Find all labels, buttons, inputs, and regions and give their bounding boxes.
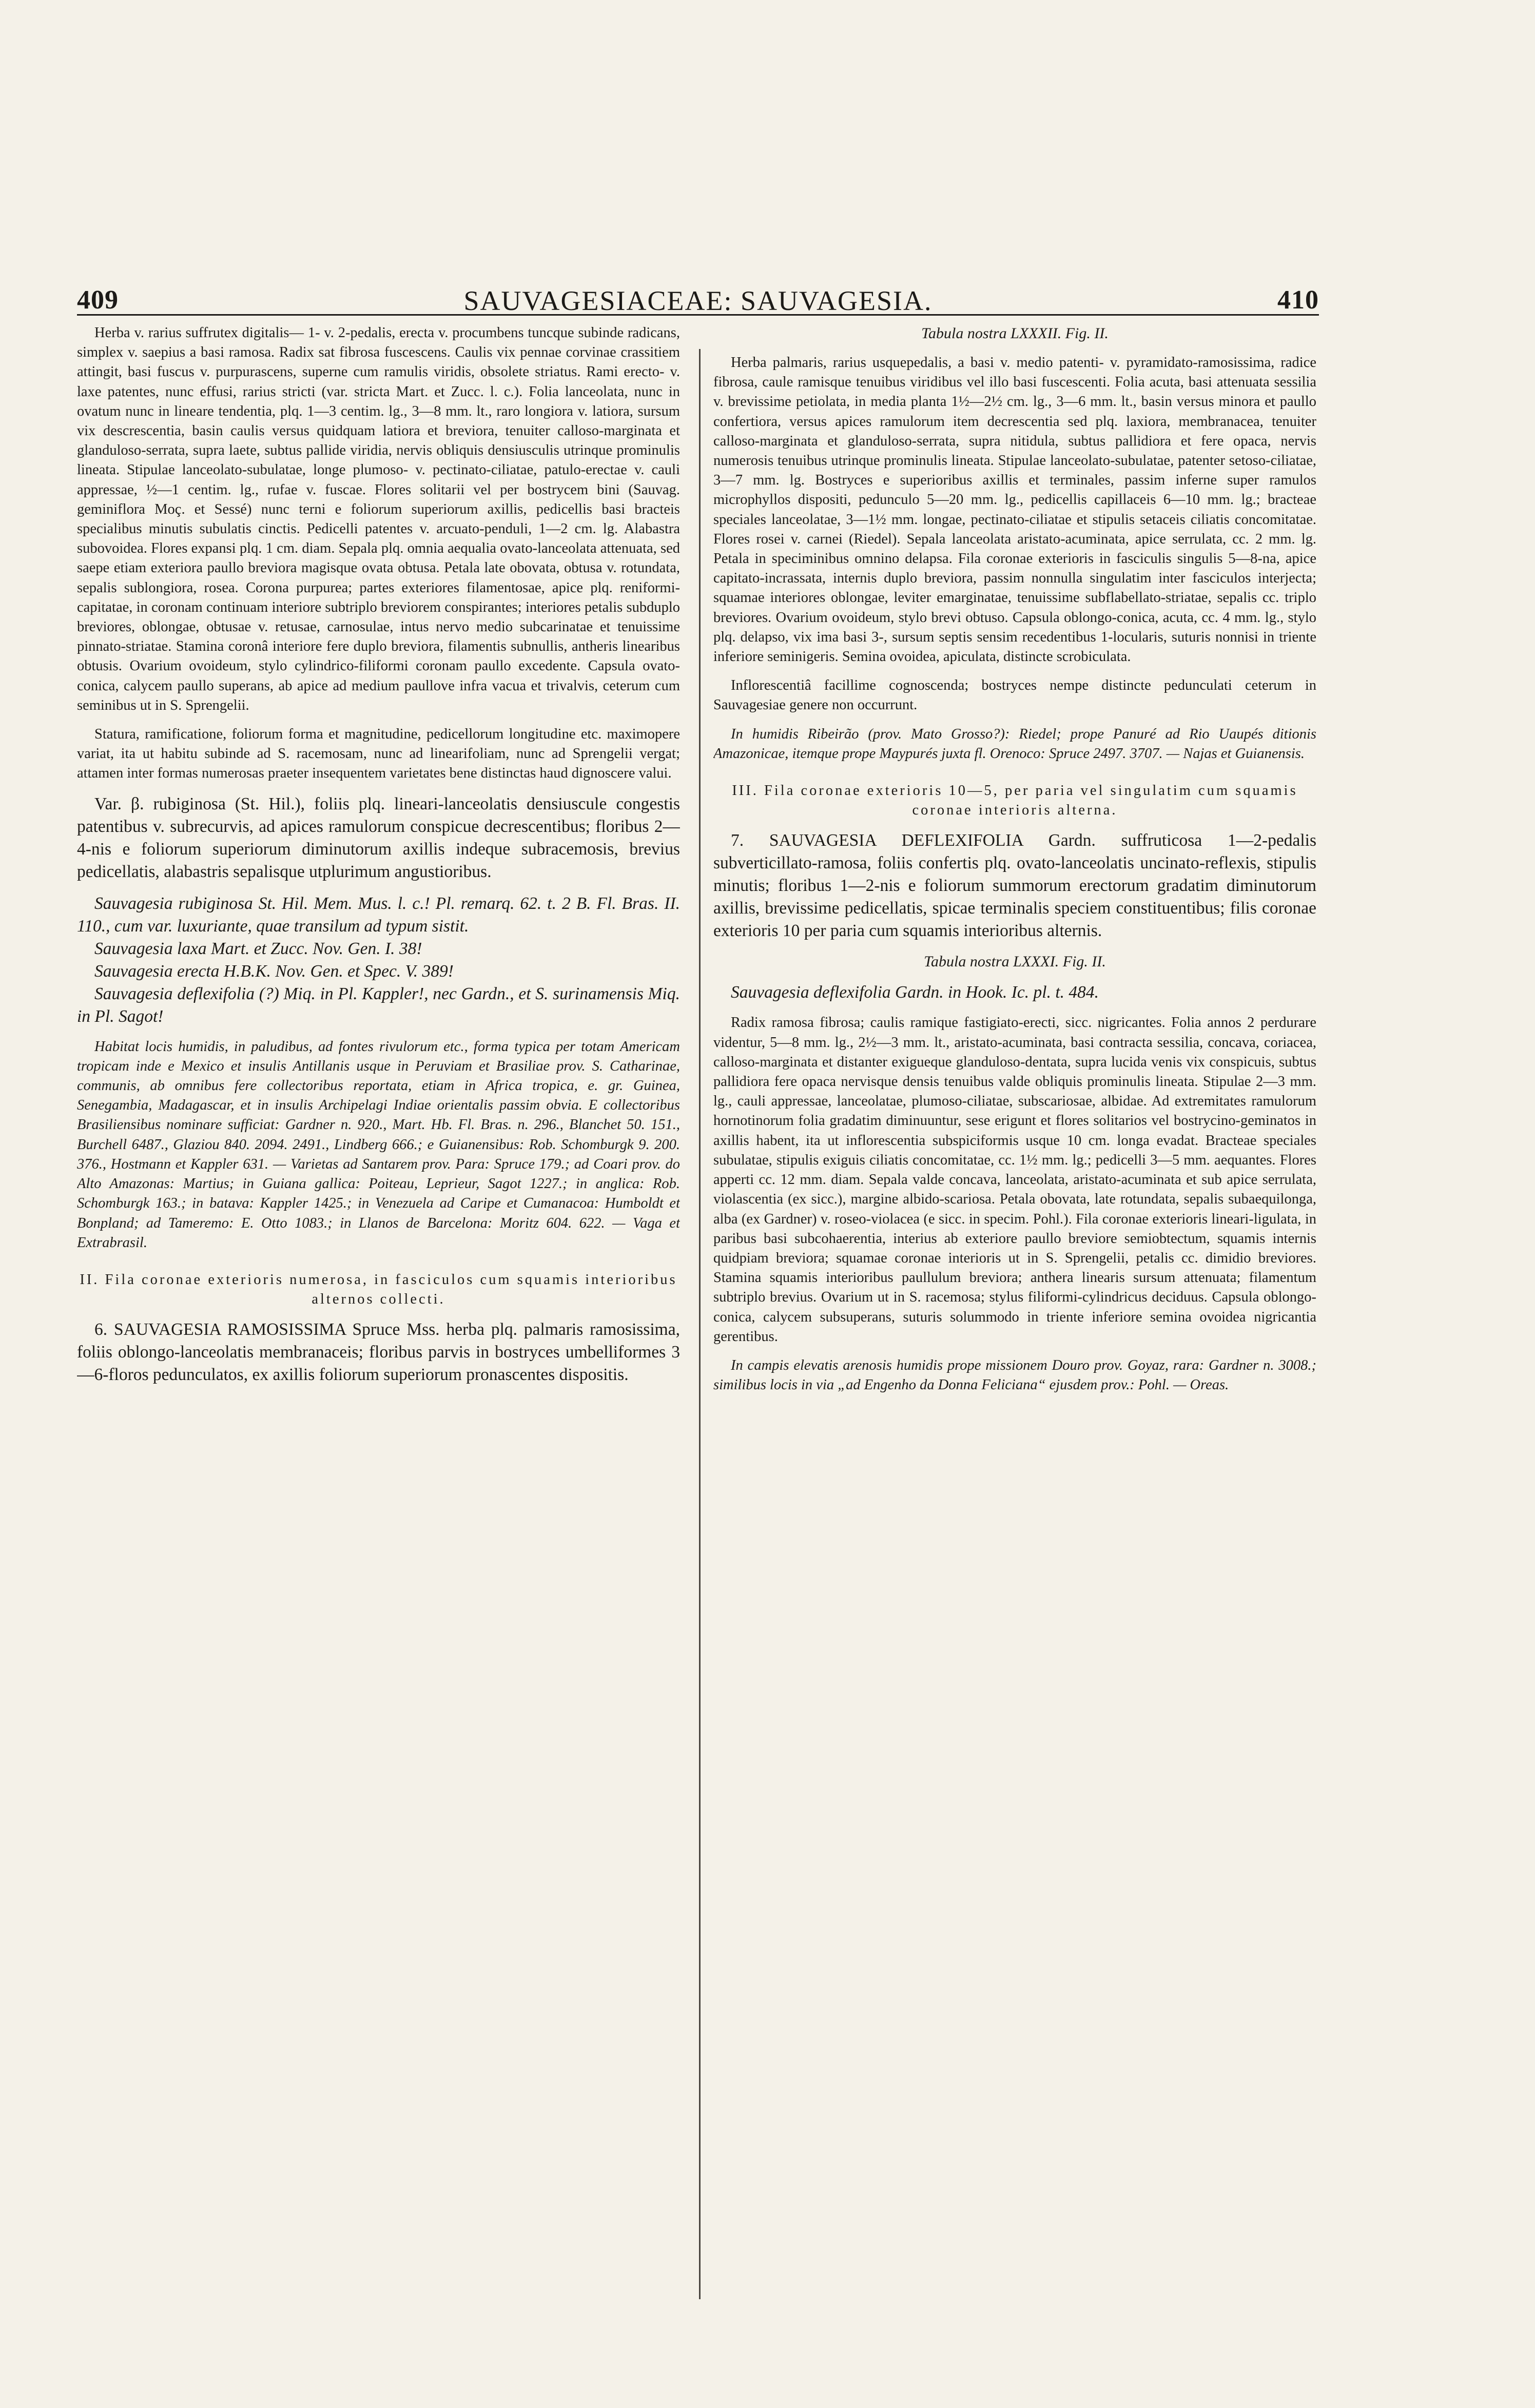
locality-paragraph: In campis elevatis arenosis humidis prope missionem Douro prov. Goyaz, rara: Gardner n. 3008.; similibus locis in via „ad Engenho da Donna Feliciana“ ejusdem prov.: Pohl. — Oreas.	[713, 1357, 1316, 1393]
running-title: SAUVAGESIACEAE: SAUVAGESIA.	[463, 285, 932, 316]
header-rule	[77, 314, 1319, 316]
left-column	[77, 323, 680, 2351]
description-paragraph: Herba v. rarius suffrutex digitalis— 1- v. 2-pedalis, erecta v. procumbens tuncque subinde radicans, simplex v. saepius a basi ramosa. Radix sat fibrosa fuscescens. Caulis vix pennae corvinae crassitiem attingit, basi fuscus v. purpurascens, superne cum ramulis viridis, obsolete striatus. Rami erecto- v. laxe patentes, nunc effusi, rarius stricti (var. stricta Mart. et Zucc. l. c.). Folia lanceolata, nunc in ovatum nunc in lineare tendentia, plq. 1—3 centim. lg., 3—8 mm. lt., raro longiora v. latiora, sursum vix descrescentia, basin caulis versus quidquam latiora et breviora, tenuiter calloso-marginata et glanduloso-serrata, supra laete, subtus pallide viridia, nervis obliquis densiusculis utrinque prominulis lineata. Stipulae lanceolato-subulatae, longe plumoso- v. pectinato-ciliatae, patulo-erectae v. cauli appressae, ½—1 centim. lg., rufae v. fuscae. Flores solitarii vel per bostrycem bini (Sauvag. geminiflora Moç. et Sessé) nunc terni e foliorum superiorum axillis, pedicellis basi bracteis specialibus minutis subulatis cinctis. Pedicelli patentes v. arcuato-penduli, 1—2 cm. lg. Alabastra subovoidea. Flores expansi plq. 1 cm. diam. Sepala plq. omnia aequalia ovato-lanceolata attenuata, sed saepe etiam exteriora paullo breviora magisque ovata obtusa. Petala late obovata, obtusa v. rotundata, sepalis sublongiora, rosea. Corona purpurea; partes exteriores filamentosae, apice plq. reniformi-capitatae, in coronam continuam interiore subtriplo breviorem conspirantes; interiores petalis subduplo breviores, oblongae, obtusae v. retusae, carnosulae, intus nervo medio subcarinatae et tenuissime pinnato-striatae. Stamina coronâ interiore fere duplo breviora, filamentis subnullis, antheris linearibus obtusis. Ovarium ovoideum, stylo cylindrico-filiformi coronam paullo excedente. Capsula ovato-conica, calycem paullo superans, ab apice ad medium paullove infra vacua et trivalvis, ceterum cum seminibus ut in S. Sprengelii.	[77, 325, 680, 713]
note-paragraph: Inflorescentiâ facillime cognoscenda; bostryces nempe distincte pedunculati ceterum in Sauvagesiae genere non occurrunt.	[713, 677, 1316, 713]
locality-paragraph: In humidis Ribeirão (prov. Mato Grosso?): Riedel; prope Panuré ad Rio Uaupés ditionis Amazonicae, itemque prope Maypurés juxta fl. Orenoco: Spruce 2497. 3707. — Najas et Guianensis.	[713, 726, 1316, 762]
column-divider	[699, 349, 701, 2299]
species-diagnosis: 6. SAUVAGESIA RAMOSISSIMA Spruce Mss. herba plq. palmaris ramosissima, foliis oblongo-lanceolatis membranaceis; floribus parvis in bostryces umbelliformes 3—6-floros pedunculatos, ex axillis foliorum superiorum pronascentes dispositis.	[77, 1320, 680, 1385]
variety-paragraph: Var. β. rubiginosa (St. Hil.), foliis plq. lineari-lanceolatis densiuscule congestis patentibus v. subrecurvis, ad apices ramulorum conspicue decrescentibus; floribus 2—4-nis e foliorum superiorum diminutorum axillis indeque subracemosis, brevius pedicellatis, alabastris sepalisque utplurimum angustioribus.	[77, 794, 680, 881]
synonym-line: Sauvagesia rubiginosa St. Hil. Mem. Mus. l. c.! Pl. remarq. 62. t. 2 B. Fl. Bras. II. 110., cum var. luxuriante, quae transilum ad typum sistit.	[77, 894, 680, 936]
section-heading: II. Fila coronae exterioris numerosa, in fasciculos cum squamis interioribus alternos collecti.	[80, 1271, 677, 1308]
page-number-left: 409	[77, 285, 119, 315]
habitat-paragraph: Habitat locis humidis, in paludibus, ad fontes rivulorum etc., forma typica per totam Americam tropicam inde e Mexico et insulis Antillanis usque in Peruviam et Brasiliae prov. S. Catharinae, communis, ab omnibus fere collectoribus reportata, etiam in Africa tropica, e. gr. Guinea, Senegambia, Madagascar, et in insulis Archipelagi Indiae orientalis passim obvia. E collectoribus Brasiliensibus nominare sufficiat: Gardner n. 920., Mart. Hb. Fl. Bras. n. 296., Blanchet 50. 151., Burchell 6487., Glaziou 840. 2094. 2491., Lindberg 666.; e Guianensibus: Rob. Schomburgk 9. 200. 376., Hostmann et Kappler 631. — Varietas ad Santarem prov. Para: Spruce 179.; ad Coari prov. do Alto Amazonas: Martius; in Guiana gallica: Poiteau, Leprieur, Sagot 1227.; in anglica: Rob. Schomburgk 163.; in batava: Kappler 1425.; in Venezuela ad Caripe et Cumanacoa: Humboldt et Bonpland; ad Tameremo: E. Otto 1083.; in Llanos de Barcelona: Moritz 604. 622. — Vaga et Extrabrasil.	[77, 1038, 680, 1251]
right-column	[713, 323, 1316, 2351]
page-header	[77, 285, 1319, 326]
synonym-line: Sauvagesia laxa Mart. et Zucc. Nov. Gen. I. 38!	[94, 939, 422, 958]
synonym-line: Sauvagesia deflexifolia Gardn. in Hook. Ic. pl. t. 484.	[731, 983, 1099, 1002]
page-number-right: 410	[1277, 285, 1319, 315]
section-heading: III. Fila coronae exterioris 10—5, per paria vel singulatim cum squamis coronae interioris alterna.	[732, 783, 1298, 819]
plate-reference: Tabula nostra LXXXI. Fig. II.	[924, 953, 1106, 970]
description-paragraph: Radix ramosa fibrosa; caulis ramique fastigiato-erecti, sicc. nigricantes. Folia annos 2 perdurare videntur, 5—8 mm. lg., 2½—3 mm. lt., aristato-acuminata, basi contracta sessilia, concava, coriacea, calloso-marginata et distanter exigueque glanduloso-dentata, supra lucida venis vix conspicuis, subtus pallidiora fere opaca nervisque densis tenuibus valde obliquis prominulis lineata. Stipulae 2—3 mm. lg., cauli appressae, lanceolatae, plumoso-ciliatae, subscariosae, albidae. Ad extremitates ramulorum hornotinorum folia gradatim diminuuntur, sese erigunt et flores solitarios vel bostrycino-geminatos in axillis habent, ita ut inflorescentia subspiciformis usque 10 cm. longa evadat. Bracteae speciales subulatae, stipulis exiguis ciliatis concomitatae, cc. 1½ mm. lg.; pedicelli 3—5 mm. aequantes. Flores apperti cc. 12 mm. diam. Sepala valde concava, lanceolata, aristato-acuminata et sub apice serrulata, violascentia (ex sicc.), margine albido-scariosa. Petala obovata, late rotundata, sepalis subaequilonga, alba (ex Gardner) v. roseo-violacea (e sicc. in specim. Pohl.). Fila coronae exterioris lineari-ligulata, in paribus basi subcohaerentia, interius ab exteriore paullo breviore semiobtectum, squamis internis quidpiam breviora; squamae coronae interioris ut in S. Sprengelii, petalis cc. dimidio breviores. Stamina squamis interioribus paullulum breviora; anthera linearis sursum attenuata; filamentum subtriplo brevius. Ovarium ut in S. racemosa; stylus filiformi-cylindricus deciduus. Capsula oblongo-conica, calycem subsuperans, suturis solummodo in triente inferiore semina ovoidea nigricantia gerentibus.	[713, 1015, 1316, 1345]
variability-paragraph: Statura, ramificatione, foliorum forma et magnitudine, pedicellorum longitudine etc. maximopere variat, ita ut habitu subinde ad S. racemosam, nunc ad linearifoliam, nunc ad Sprengelii vergat; attamen inter formas numerosas praeter insequentem varietates bene distinctas haud dignoscere valui.	[77, 726, 680, 782]
description-paragraph: Herba palmaris, rarius usquepedalis, a basi v. medio patenti- v. pyramidato-ramosissima, radice fibrosa, caule ramisque tenuibus viridibus vel illo basi fuscescenti. Folia acuta, basi attenuata sessilia v. brevissime petiolata, in media planta 1½—2½ cm. lg., 3—6 mm. lt., basin versus minora et paullo confertiora, versus apices ramulorum item decrescentia sed plq. laxiora, membranacea, tenuiter calloso-marginata et glanduloso-serrata, supra nitidula, subtus pallidiora et fere opaca, nervis numerosis tenuibus utrinque prominulis lineata. Stipulae lanceolato-subulatae, patenter setoso-ciliatae, 3—7 mm. lg. Bostryces e superioribus axillis et terminales, passim inferne super ramulos microphyllos dispositi, pedunculo 5—20 mm. lg., pedicellis capillaceis 6—10 mm. lg.; bracteae speciales lanceolatae, 3—1½ mm. longae, pectinato-ciliatae et stipulis setaceis ciliatis concomitatae. Flores rosei v. carnei (Riedel). Sepala lanceolata aristato-acuminata, apice serrulata, cc. 2 mm. lg. Petala in speciminibus omnino delapsa. Fila coronae exterioris in fasciculis singulis 5—8-na, apice capitato-incrassata, internis duplo breviora, passim nonnulla singulatim inter fasciculos interjecta; squamae interiores oblongae, leviter emarginatae, tenuissime subflabellato-striatae, sepalis cc. triplo breviores. Ovarium ovoideum, stylo brevi obtuso. Capsula oblongo-conica, acuta, cc. 4 mm. lg., stylo plq. delapso, vix ima basi 3-, sursum septis sensim recedentibus 1-locularis, suturis nonnisi in triente inferiore seminigeris. Semina ovoidea, apiculata, distincte scrobiculata.	[713, 355, 1316, 665]
synonym-line: Sauvagesia deflexifolia (?) Miq. in Pl. Kappler!, nec Gardn., et S. surinamensis Miq. in Pl. Sagot!	[77, 984, 680, 1026]
plate-reference: Tabula nostra LXXXII. Fig. II.	[921, 325, 1109, 342]
species-diagnosis: 7. SAUVAGESIA DEFLEXIFOLIA Gardn. suffruticosa 1—2-pedalis subverticillato-ramosa, foliis confertis plq. ovato-lanceolatis uncinato-reflexis, stipulis minutis; floribus 1—2-nis e foliorum summorum erectorum gradatim diminutorum axillis, brevissime pedicellatis, spicae terminalis speciem constituentibus; filis coronae exterioris 10 per paria cum squamis interioribus alternis.	[713, 831, 1316, 941]
synonym-line: Sauvagesia erecta H.B.K. Nov. Gen. et Spec. V. 389!	[94, 961, 454, 981]
